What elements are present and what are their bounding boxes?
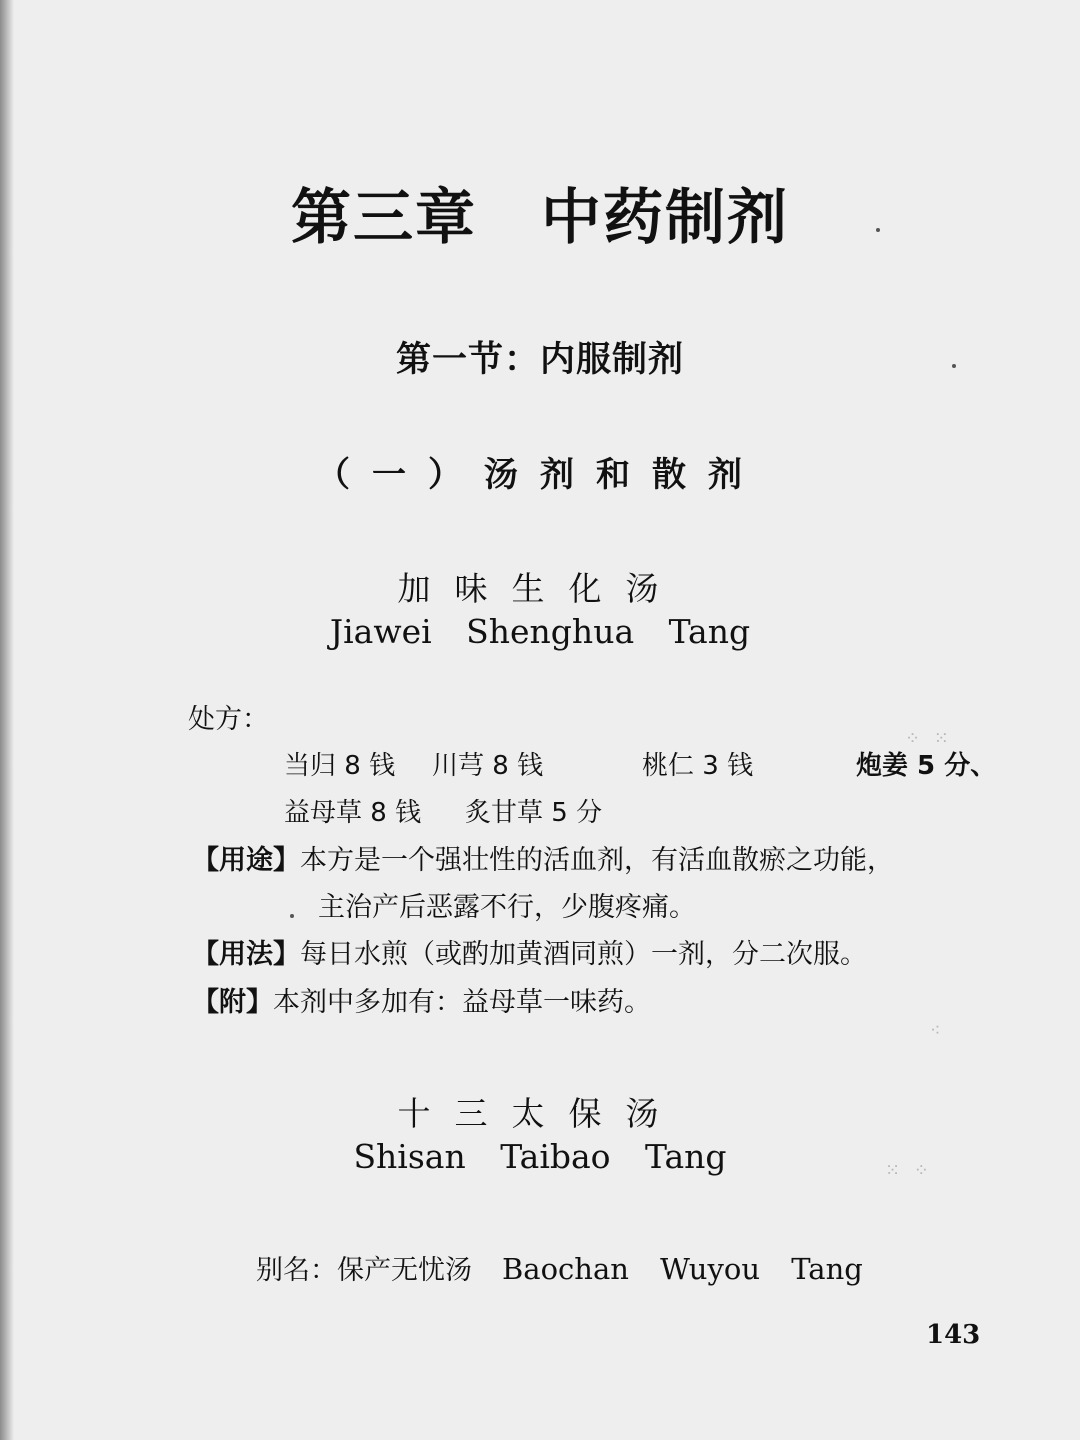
scan-speck	[952, 364, 956, 368]
ingredient: 当归 8 钱	[284, 751, 396, 781]
note-text: 本剂中多加有：益母草一味药。	[273, 987, 651, 1018]
alias-label: 别名：	[256, 1255, 337, 1286]
chapter-title: 中药制剂	[541, 183, 789, 253]
method-line	[192, 932, 867, 971]
chapter-heading	[0, 170, 1080, 256]
section-heading: 第一节：内服制剂	[395, 340, 684, 380]
scan-speck	[290, 914, 294, 918]
ingredient: 炮姜 5 分、	[856, 751, 997, 781]
formula-title-cn: 加味生化汤	[397, 569, 683, 608]
note-tag: 【附】	[192, 987, 273, 1018]
ingredient: 川芎 8 钱	[432, 751, 544, 781]
ingredient: 益母草 8 钱	[284, 798, 422, 828]
page-number: 143	[926, 1320, 981, 1350]
formula-title-pinyin: Shisan Taibao Tang	[353, 1137, 727, 1176]
usage-tag: 【用途】	[192, 845, 300, 876]
formula-title-pinyin: Jiawei Shenghua Tang	[329, 612, 751, 651]
scan-smudge: ⁘ ⁙	[905, 728, 953, 749]
prescription-label: 处方：	[188, 704, 269, 735]
alias-pinyin: Baochan Wuyou Tang	[502, 1252, 863, 1286]
note-line	[192, 980, 651, 1019]
chapter-number: 第三章	[291, 183, 477, 253]
ingredient: 炙甘草 5 分	[465, 798, 603, 828]
scan-speck	[876, 228, 880, 232]
method-text: 每日水煎（或酌加黄酒同煎）一剂，分二次服。	[300, 939, 867, 970]
formula-title-cn: 十三太保汤	[397, 1094, 683, 1133]
method-tag: 【用法】	[192, 939, 300, 970]
subsection-heading: （一）汤剂和散剂	[316, 455, 764, 495]
scan-smudge: ⁙ ⁘	[885, 1160, 933, 1181]
usage-continuation: 主治产后恶露不行，少腹疼痛。	[318, 892, 696, 923]
usage-text: 本方是一个强壮性的活血剂，有活血散瘀之功能，	[300, 845, 894, 876]
alias-line	[256, 1248, 863, 1287]
usage-line	[192, 838, 894, 877]
alias-cn: 保产无忧汤	[337, 1255, 472, 1286]
ingredient: 桃仁 3 钱	[642, 751, 754, 781]
scan-smudge: ⁖	[930, 1020, 945, 1041]
